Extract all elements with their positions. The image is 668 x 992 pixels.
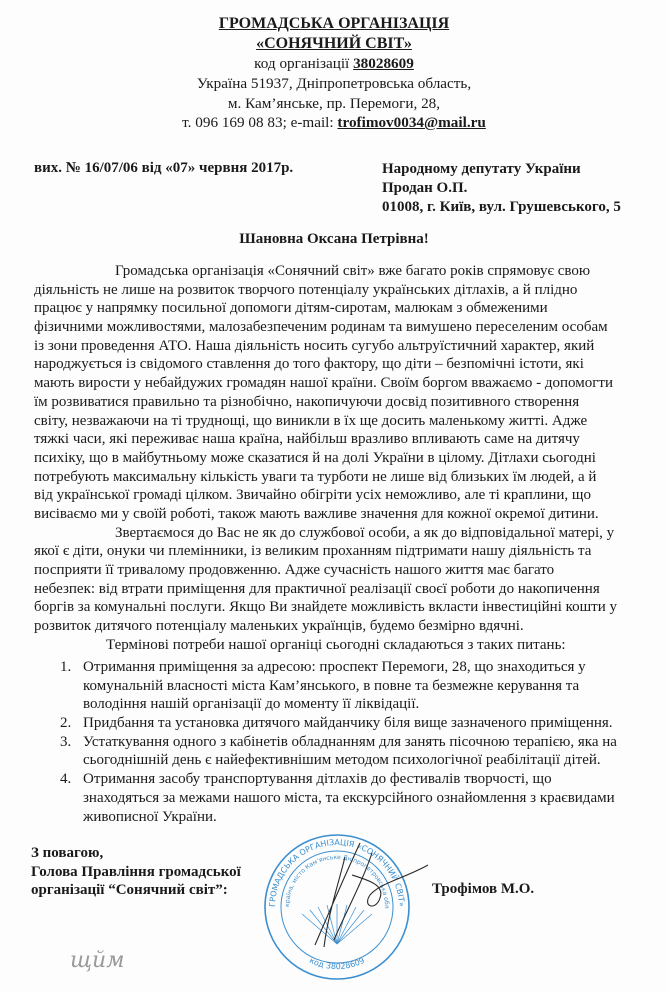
body-line: із зони проведення АТО. Наша діяльність носить сугубо альтруїстичний характер, який: [34, 337, 595, 354]
needs-intro: Термінові потреби нашої органіці сьогодні складаються з таких питань:: [106, 636, 566, 653]
outgoing-reference: вих. № 16/07/06 від «07» червня 2017р.: [34, 160, 294, 176]
org-code-label: код організації: [254, 55, 354, 72]
contact-line: [0, 114, 668, 132]
item-line: живописної України.: [83, 808, 217, 825]
closing-organization: організації “Сонячний світ”:: [31, 882, 228, 899]
greeting: Шановна Оксана Петрівна!: [239, 231, 429, 247]
body-line: боргів за комунальні послуги. Якщо Ви знайдете можливість вкласти інвестиційні кошти у: [34, 599, 618, 616]
item-line: комунальній власності міста Кам’янського, в повне та безмежне керування та: [83, 677, 580, 694]
closing-position: Голова Правління громадської: [31, 863, 241, 880]
item-number: 2.: [60, 715, 72, 732]
addressee-title: Народному депутату України: [382, 161, 581, 177]
needs-list-item: [60, 770, 660, 826]
needs-list-item: [60, 714, 660, 733]
needs-list: [60, 658, 660, 826]
body-line: розвиток дитячого потенціалу маленьких українців, будемо безмірно вдячні.: [34, 618, 524, 635]
body-line: якої є діти, онуки чи племінники, із великим проханням підтримати нашу діяльність та: [34, 543, 592, 560]
item-line: знаходяться за межами нашого міста, та екскурсійного ознайомлення з краєвидами: [83, 789, 615, 806]
org-code-line: [0, 55, 668, 73]
body-line: Громадська організація «Сонячний світ» вже багато років спрямовує свою: [115, 263, 591, 279]
phone-text: т. 096 169 08 83; e-mail:: [182, 114, 338, 131]
closing-regards: З повагою,: [31, 845, 104, 861]
pencil-annotation: [50, 925, 180, 985]
stamp-outer-text: ГРОМАДСЬКА ОРГАНІЗАЦІЯ «СОНЯЧНИЙ СВІТ»: [267, 837, 407, 908]
signer-name: Трофімов М.О.: [432, 881, 535, 897]
body-line: небезпек: від втрати приміщення для практичної реалізації своєї роботи до накопичення: [34, 580, 600, 597]
item-line: Отримання приміщення за адресою: проспект Перемоги, 28, що знаходиться у: [83, 659, 586, 675]
stamp-code-text: код 38028609: [307, 955, 367, 972]
stamp-inner-text: країна, місто Кам’янське Дніпропетровська обл: [283, 853, 391, 909]
closing-block: [31, 844, 241, 900]
org-type-heading: ГРОМАДСЬКА ОРГАНІЗАЦІЯ: [218, 15, 450, 32]
body-line: посприяти її тривалому продовженню. Адже сучасність нашого життя має багато: [34, 562, 555, 578]
address-line-1: Україна 51937, Дніпропетровська область,: [196, 75, 472, 92]
address-line-2: м. Кам’янське, пр. Перемоги, 28,: [227, 95, 441, 112]
needs-list-item: [60, 733, 660, 770]
addressee-address: 01008, г. Київ, вул. Грушевського, 5: [382, 199, 621, 215]
handwritten-note: щйм: [70, 948, 125, 973]
needs-list-item: [60, 658, 660, 714]
email-link[interactable]: trofimov0034@mail.ru: [337, 114, 486, 131]
org-code-value: 38028609: [353, 55, 414, 72]
org-name-heading: «СОНЯЧНИЙ СВІТ»: [256, 35, 412, 52]
body-line: їм розвиватися правильно та різнобічно, накопичуючи досвід позитивного створення: [34, 393, 580, 410]
body-line: працює у напрямку посильної допомоги дітям-сиротам, малюкам з обмеженими: [34, 300, 548, 317]
body-line: Звертаємося до Вас не як до службової особи, а як до відповідальної матері, у: [115, 524, 615, 541]
item-number: 4.: [60, 771, 72, 788]
item-number: 3.: [60, 733, 72, 750]
item-line: Устаткування одного з кабінетів обладнанням для занять пісочною терапією, яка на: [83, 733, 617, 750]
body-line: світу, незважаючи на ті труднощі, що виникли в їх ще досить маленькому житті. Адже: [34, 412, 588, 429]
svg-text:код 38028609: [308, 956, 366, 971]
letter-body: [34, 262, 654, 654]
item-line: Придбання та установка дитячого майданчику біля вище зазначеного приміщення.: [83, 715, 613, 732]
item-number: 1.: [60, 659, 72, 675]
body-line: діяльність не лише на розвиток творчого потенціалу українських дітлахів, а й плідно: [34, 281, 578, 298]
body-line: висіваємо ми у своїй роботі, також мають важливе значення для кожної окремої дитини.: [34, 505, 599, 522]
addressee-block: [382, 160, 621, 217]
body-line: фізичними можливостями, малозабезпеченим родинам та вимушено переселеним особам: [34, 319, 608, 336]
body-line: від української громаді цілком. Звичайно обігріти усіх неможливо, але ті краплини, що: [34, 487, 591, 504]
body-line: потребують максимальну кількість уваги та турботи не лише від близьких їм людей, а й: [34, 468, 597, 485]
item-line: володіння нашій організації до моменту її ліквідації.: [83, 696, 420, 713]
addressee-name: Продан О.П.: [382, 180, 468, 196]
signature: [300, 835, 430, 955]
item-line: сьогоднішній день є найефективнішим методом психологічної реабілітації дітей.: [83, 752, 601, 769]
item-line: Отримання засобу транспортування дітлахів до фестивалів творчості, що: [83, 771, 552, 788]
body-line: тяжкі часи, які переживає наша країна, найбільш вразливо впливають саме на дитячу: [34, 431, 580, 448]
body-line: народжується із свідомого ставлення до того фактору, що діти – безпомічні істоти, які: [34, 356, 584, 373]
body-line: психіку, що в майбутньому може сказатися й на долі України в цілому. Дітлахи сьогодні: [34, 449, 596, 466]
signature-stroke: [315, 843, 428, 947]
body-line: мають вирости у небайдужих громадян нашої країни. Своїм боргом вважаємо - допомогти: [34, 375, 613, 392]
